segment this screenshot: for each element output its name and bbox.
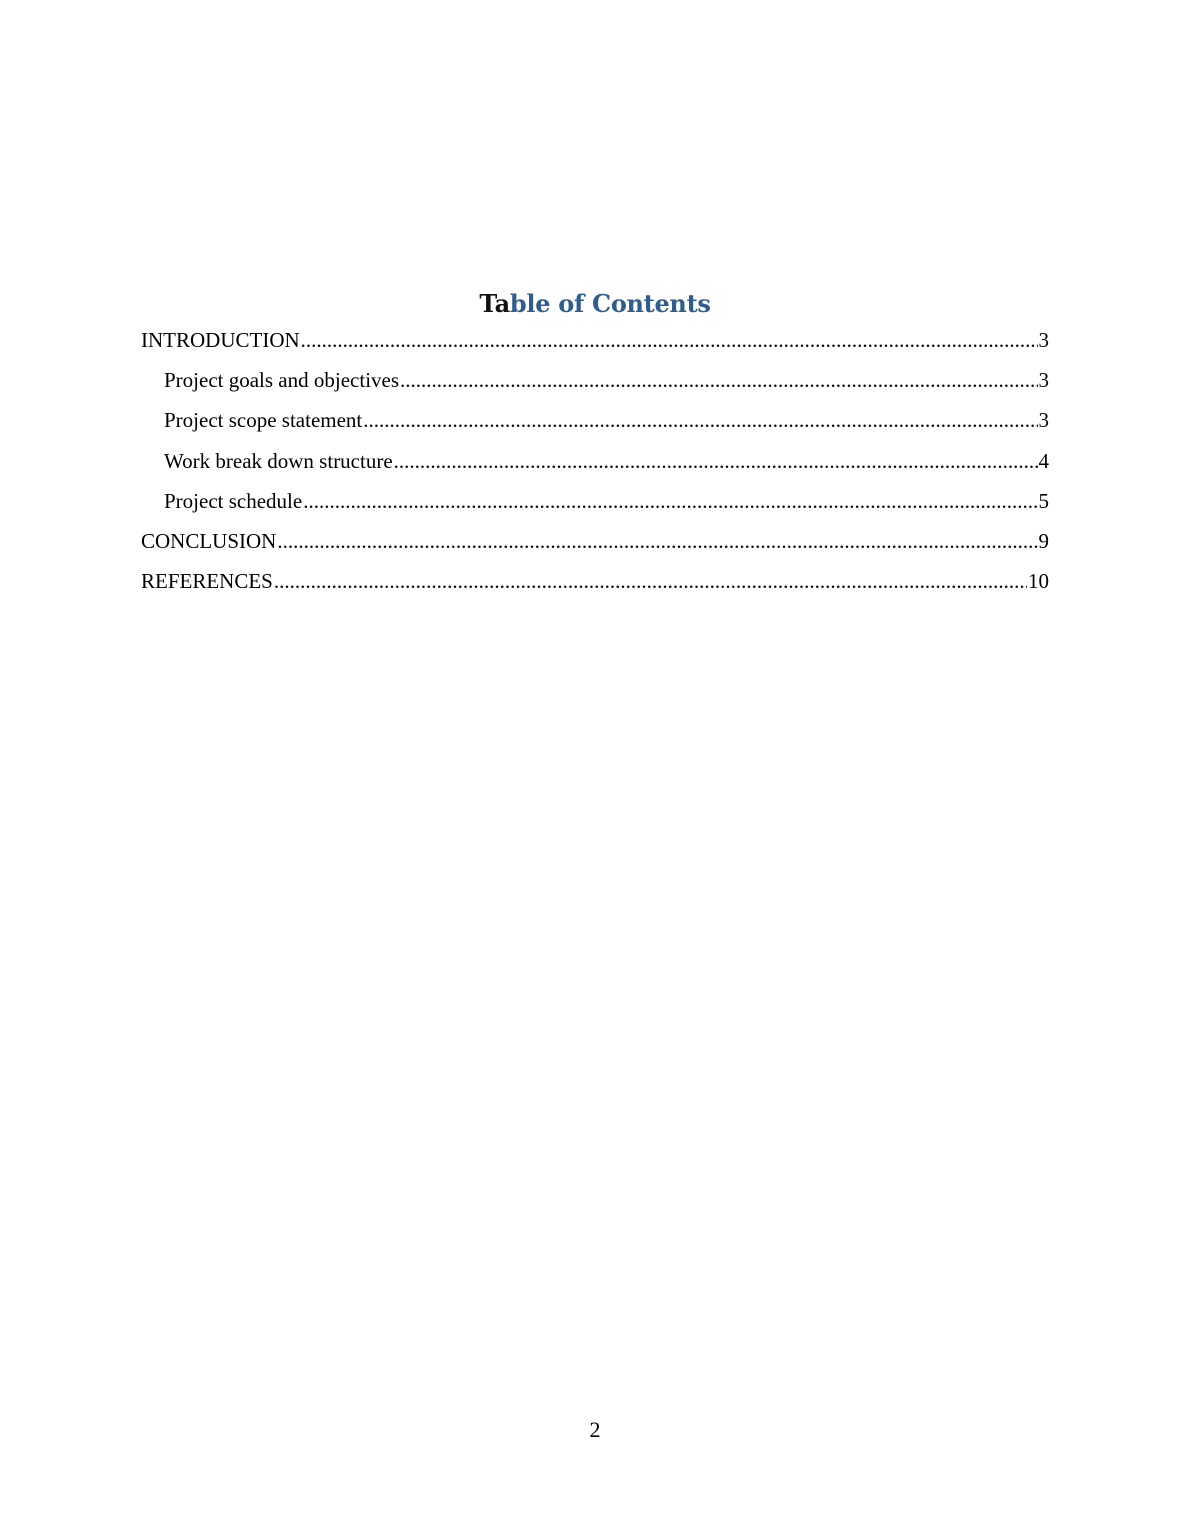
toc-dot-leader bbox=[274, 566, 1027, 596]
toc-entry-page: 3 bbox=[1038, 328, 1049, 352]
toc-entry-project-scope[interactable] bbox=[141, 405, 1049, 445]
toc-entry-page: 10 bbox=[1028, 569, 1049, 594]
toc-entry-title: Project goals and objectives bbox=[164, 368, 400, 393]
toc-entry-page: 4 bbox=[1038, 448, 1049, 473]
toc-list bbox=[141, 325, 1049, 606]
toc-entry-introduction[interactable] bbox=[141, 325, 1049, 365]
toc-dot-leader bbox=[400, 365, 1037, 395]
toc-dot-leader bbox=[277, 526, 1037, 556]
toc-entry-title: Project schedule bbox=[164, 488, 303, 513]
toc-entry-page: 3 bbox=[1038, 368, 1049, 393]
toc-entry-project-schedule[interactable] bbox=[141, 486, 1049, 526]
toc-entry-conclusion[interactable] bbox=[141, 526, 1049, 566]
toc-entry-references[interactable] bbox=[141, 566, 1049, 606]
toc-entry-title: INTRODUCTION bbox=[141, 328, 300, 352]
toc-dot-leader bbox=[301, 325, 1038, 355]
toc-heading-part-2: ble of Contents bbox=[509, 289, 711, 318]
toc-entry-title: Work break down structure bbox=[164, 448, 393, 473]
toc-entry-title: REFERENCES bbox=[141, 569, 273, 594]
page-number: 2 bbox=[589, 1417, 601, 1442]
toc-entry-page: 9 bbox=[1038, 528, 1049, 553]
toc-dot-leader bbox=[363, 405, 1037, 435]
toc-entry-page: 3 bbox=[1038, 408, 1049, 433]
toc-entry-work-breakdown[interactable] bbox=[141, 446, 1049, 486]
toc-entry-project-goals[interactable] bbox=[141, 365, 1049, 405]
toc-heading bbox=[0, 288, 1190, 320]
toc-entry-title: Project scope statement bbox=[164, 408, 363, 433]
toc-entry-page: 5 bbox=[1038, 488, 1049, 513]
toc-heading-part-1: Ta bbox=[479, 289, 510, 318]
toc-entry-title: CONCLUSION bbox=[141, 528, 277, 553]
toc-dot-leader bbox=[394, 446, 1038, 476]
toc-dot-leader bbox=[303, 486, 1037, 516]
